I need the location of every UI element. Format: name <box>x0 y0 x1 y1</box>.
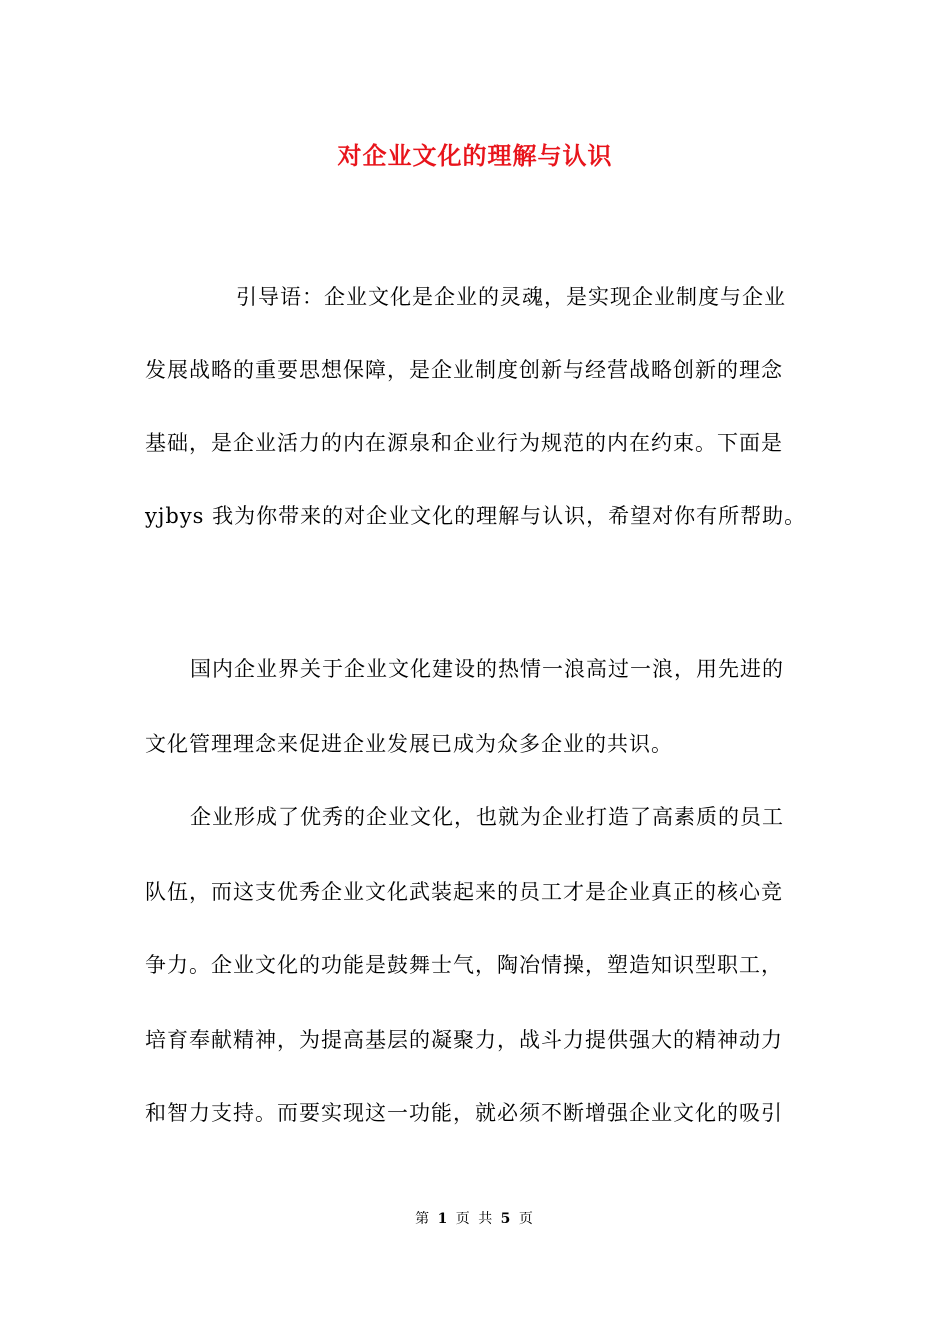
paragraph2-line-5: 和智力支持。而要实现这一功能，就必须不断增强企业文化的吸引 <box>145 1101 783 1125</box>
current-page-number: 1 <box>437 1211 450 1227</box>
page-footer <box>0 1208 950 1228</box>
paragraph2-line-4: 培育奉献精神，为提高基层的凝聚力，战斗力提供强大的精神动力 <box>145 1028 783 1052</box>
paragraph1-line-1: 国内企业界关于企业文化建设的热情一浪高过一浪，用先进的 <box>190 657 784 681</box>
intro-line-3: 基础，是企业活力的内在源泉和企业行为规范的内在约束。下面是 <box>145 431 783 455</box>
paragraph2-line-1: 企业形成了优秀的企业文化，也就为企业打造了高素质的员工 <box>190 805 784 829</box>
document-title: 对企业文化的理解与认识 <box>337 141 613 170</box>
footer-prefix: 第 <box>415 1211 432 1227</box>
footer-suffix: 页 <box>518 1211 535 1227</box>
paragraph2-line-2: 队伍，而这支优秀企业文化武装起来的员工才是企业真正的核心竞 <box>145 880 783 904</box>
intro-line-2: 发展战略的重要思想保障，是企业制度创新与经营战略创新的理念 <box>145 358 783 382</box>
paragraph2-line-3: 争力。企业文化的功能是鼓舞士气，陶冶情操，塑造知识型职工， <box>145 953 783 977</box>
total-pages-number: 5 <box>500 1211 513 1227</box>
paragraph1-line-2: 文化管理理念来促进企业发展已成为众多企业的共识。 <box>145 732 673 756</box>
intro-line-4: yjbys 我为你带来的对企业文化的理解与认识，希望对你有所帮助。 <box>145 504 807 528</box>
footer-middle: 页 共 <box>455 1211 495 1227</box>
intro-line-1: 引导语：企业文化是企业的灵魂，是实现企业制度与企业 <box>236 285 786 309</box>
